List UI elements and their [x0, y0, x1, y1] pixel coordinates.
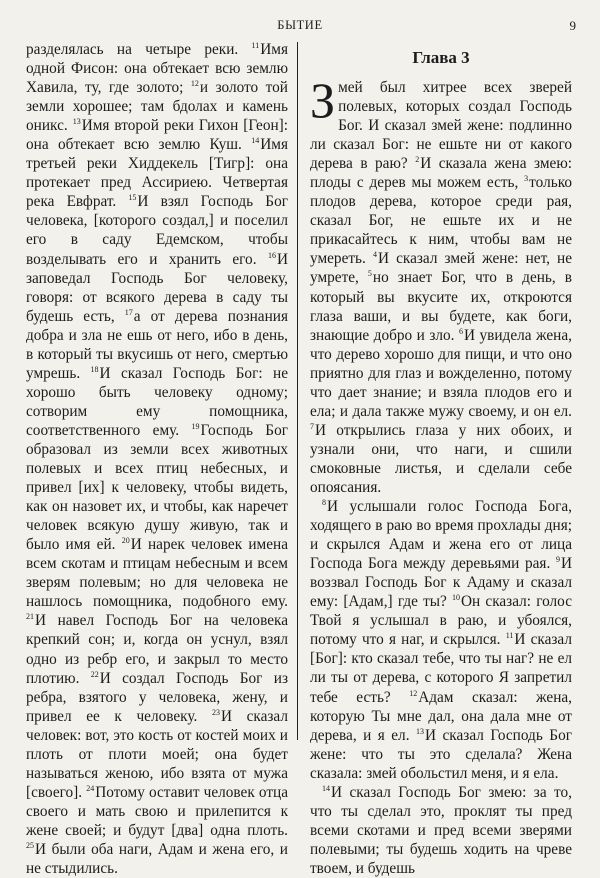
verse-number: 16	[267, 250, 276, 260]
verse-text: Потому оставит человек отца своего и мать свою и прилепится к жене своей; и будут [два] одна плоть.	[26, 783, 288, 839]
verse-text: И навел Господь Бог на человека крепкий сон; и, когда он уснул, взял одно из ребр его, и закрыл то место плотию.	[26, 612, 288, 687]
verse-number: 19	[191, 421, 200, 431]
verse-text: Имя второй реки Гихон [Геон]: она обтекает всю землю Куш.	[26, 117, 288, 154]
verse-number: 25	[26, 840, 34, 850]
verse-text: мей был хитрее всех зверей полевых, которых создал Господь Бог. И сказал змей жене: подлинно ли сказал Бог: не ешьте ни от какого дерева в раю?	[310, 79, 572, 173]
running-title: БЫТИЕ	[277, 18, 323, 32]
column-divider	[297, 42, 298, 740]
verse-text: Адам сказал: жена, которую Ты мне дал, она дала мне от дерева, и я ел.	[310, 688, 572, 744]
verse-text: И воззвал Господь Бог к Адаму и сказал ему: [Адам,] где ты?	[310, 555, 572, 611]
paragraph-3	[310, 783, 572, 878]
verse-text: Имя одной Фисон: она обтекает всю землю Хавила, ту, где золото;	[26, 41, 288, 97]
verse-number: 14	[251, 136, 260, 146]
verse-number: 3	[524, 174, 529, 184]
page-number: 9	[569, 18, 576, 33]
verse-text: И были оба наги, Адам и жена его, и не стыдились.	[26, 840, 288, 878]
verse-number: 17	[124, 307, 133, 317]
verse-text: Имя третьей реки Хиддекель [Тигр]: она протекает пред Ассириею. Четвертая река Евфрат.	[26, 136, 288, 211]
paragraph-1	[310, 72, 572, 497]
verse-number: 5	[367, 269, 372, 279]
verse-text: И сказал [Бог]: кто сказал тебе, что ты наг? не ел ли ты от дерева, с которого Я запретил тебе есть?	[310, 631, 572, 706]
verse-text: только плодов дерева, которое среди рая, сказал Бог, не ешьте их и не прикасайтесь к ним, чтобы вам не умереть.	[310, 174, 572, 268]
verse-text: И сказал Господь Бог: не хорошо быть человеку одному; сотворим ему помощника, соответственного ему.	[26, 364, 288, 439]
verse-number: 12	[190, 79, 199, 89]
verse-number: 10	[452, 593, 460, 603]
verse-number: 6	[458, 326, 463, 336]
verse-text: И услышали голос Господа Бога, ходящего в раю во время прохлады дня; и скрылся Адам и жена его от лица Господа Бога между деревьями рая.	[310, 498, 572, 573]
drop-cap: З	[310, 72, 336, 128]
verse-text: Господь Бог образовал из земли всех животных полевых и всех птиц небесных, и привел [их] к человеку, чтобы видеть, как он назовет их, и чтобы, как наречет человек всякую душу живую, так и было имя ей.	[26, 421, 288, 554]
verse-text: но знает Бог, что в день, в который вы вкусите их, откроются глаза ваши, и вы будете, как боги, знающие добро и зло.	[310, 269, 572, 344]
verse-number: 2	[415, 155, 420, 165]
verse-text: и золото той земли хорошее; там бдолах и камень оникс.	[26, 79, 288, 135]
verse-text: И увидела жена, что дерево хорошо для пищи, и что оно приятно для глаз и вожделенно, потому что дает знание; и взяла плодов его и ела; и дала также мужу своему, и он ел.	[310, 326, 572, 420]
running-header	[0, 16, 600, 36]
genesis-2-text	[26, 40, 288, 878]
left-column	[26, 40, 288, 878]
verse-number: 14	[322, 783, 330, 793]
verse-text: И сказал человек: вот, это кость от костей моих и плоть от плоти моей; она будет называться женою, ибо взята от мужа [своего].	[26, 707, 288, 801]
verse-number: 13	[415, 726, 424, 736]
right-column	[310, 40, 572, 878]
verse-text: И заповедал Господь Бог человеку, говоря: от всякого дерева в саду ты будешь есть,	[26, 250, 288, 325]
verse-text: И сказала жена змею: плоды с дерев мы можем есть,	[310, 155, 572, 192]
verse-number: 18	[90, 364, 99, 374]
verse-text: И сказал Господь Бог жене: что ты это сделала? Жена сказала: змей обольстил меня, и я ела.	[310, 726, 572, 782]
verse-number: 7	[310, 421, 314, 431]
verse-text: Он сказал: голос Твой я услышал в раю, и убоялся, потому что я наг, и скрылся.	[310, 593, 572, 649]
verse-text: И создал Господь Бог из ребра, взятого у человека, жену, и привел ее к человеку.	[26, 669, 289, 725]
verse-text: И взял Господь Бог человека, [которого создал,] и поселил его в саду Едемском, чтобы возделывать его и хранить его.	[26, 193, 288, 268]
verse-number: 15	[128, 193, 137, 203]
verse-number: 11	[505, 631, 514, 641]
verse-text: И нарек человек имена всем скотам и птицам небесным и всем зверям полевым; но для человека не нашлось помощника, подобного ему.	[26, 536, 288, 611]
verse-number: 4	[372, 250, 377, 260]
paragraph-1-text	[310, 72, 572, 496]
verse-text: И открылись глаза у них обоих, и узнали они, что наги, и сшили смоковные листья, и сделали себе опоясания.	[310, 421, 572, 496]
verse-number: 23	[211, 707, 220, 717]
verse-text: разделялась на четыре реки.	[26, 41, 252, 58]
verse-number: 12	[409, 688, 418, 698]
verse-text: И сказал Господь Бог змею: за то, что ты сделал это, проклят ты пред всеми скотами и пред всеми зверями полевыми; ты будешь ходить на чреве твоем, и будешь	[310, 783, 572, 877]
verse-number: 13	[72, 117, 81, 127]
verse-number: 24	[86, 783, 95, 793]
verse-text: И сказал змей жене: нет, не умрете,	[310, 250, 572, 287]
verse-number: 21	[26, 612, 34, 622]
verse-text: а от дерева познания добра и зла не ешь от него, ибо в день, в который ты вкусишь от него, смертью умрешь.	[26, 307, 288, 382]
verse-number: 8	[322, 498, 326, 508]
verse-number: 9	[555, 555, 560, 565]
verse-number: 22	[90, 669, 99, 679]
verse-number: 11	[251, 41, 260, 50]
verse-number: 20	[121, 536, 130, 546]
chapter-heading: Глава 3	[412, 48, 470, 67]
paragraph-2	[310, 497, 572, 783]
